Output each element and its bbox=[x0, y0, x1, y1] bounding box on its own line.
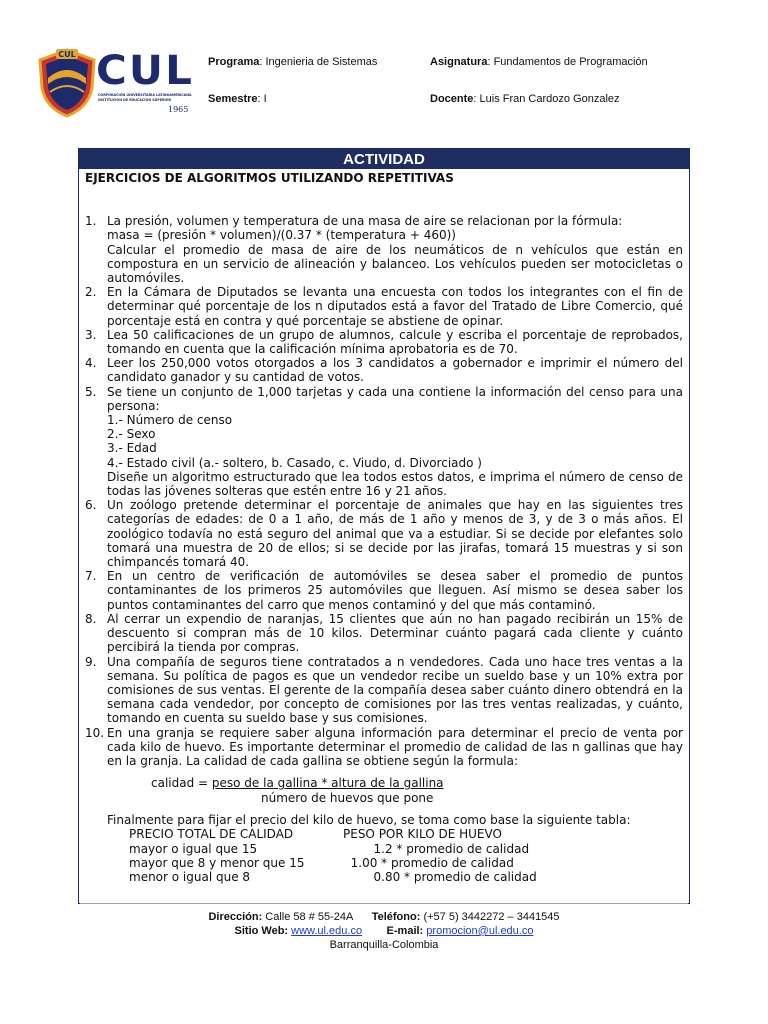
exercise-8 bbox=[85, 612, 683, 655]
table-cell: menor o igual que 8 bbox=[129, 869, 251, 884]
activity-content bbox=[79, 169, 689, 884]
cul-shield-icon bbox=[36, 48, 98, 118]
table-cell: 1.2 * promedio de calidad bbox=[343, 841, 530, 856]
exercise-text: En un centro de verificación de automóviles se desea saber el promedio de puntos contaminantes de los primeros 25 automóviles que lleguen. Así mismo se desea saber los puntos contaminantes del carro que menos contaminó y del que más contaminó. bbox=[107, 569, 683, 612]
telefono-value: (+57 5) 3442272 – 3441545 bbox=[420, 911, 560, 923]
footer-city: Barranquilla-Colombia bbox=[329, 939, 439, 951]
formula-denominator: número de huevos que pone bbox=[261, 790, 434, 805]
exercise-3 bbox=[85, 328, 683, 356]
asignatura-value: : Fundamentos de Programación bbox=[487, 56, 648, 68]
email-link: promocion@ul.edu.co bbox=[426, 925, 534, 937]
programa-value: : Ingenieria de Sistemas bbox=[259, 56, 378, 68]
docente-field bbox=[430, 93, 620, 105]
logo-year: 1965 bbox=[168, 105, 189, 114]
exercise-number: 5. bbox=[85, 384, 97, 399]
exercise-text: Una compañía de seguros tiene contratados a n vendedores. Cada uno hace tres ventas a la semana. Su política de pagos es que un vendedor recibe un sueldo base y un 10% extra por comisiones de sus ventas. El gerente de la compañía desea saber cuánto dinero obtendrá en la semana cada vendedor, por concepto de comisiones por las tres ventas realizadas, y cuánto, tomando en cuenta su sueldo base y sus comisiones. bbox=[107, 654, 683, 726]
shield-badge-text: CUL bbox=[58, 50, 76, 59]
exercise-1 bbox=[85, 214, 683, 285]
census-item: 1.- Número de censo bbox=[107, 413, 233, 428]
telefono-label: Teléfono: bbox=[371, 911, 421, 923]
logo-wordmark: CUL bbox=[96, 48, 194, 94]
table-cell: mayor o igual que 15 bbox=[129, 841, 258, 856]
asignatura-field bbox=[430, 56, 648, 68]
footer-divider bbox=[80, 903, 688, 904]
page-footer bbox=[0, 910, 768, 952]
web-label: Sitio Web: bbox=[234, 925, 289, 937]
footer-line-1 bbox=[0, 910, 768, 924]
semestre-label: Semestre bbox=[208, 93, 258, 105]
table-header-cell: PRECIO TOTAL DE CALIDAD bbox=[129, 827, 294, 842]
exercise-5 bbox=[85, 385, 683, 499]
census-item: 4.- Estado civil (a.- soltero, b. Casado, c. Viudo, d. Divorciado ) bbox=[107, 455, 482, 470]
docente-value: : Luis Fran Cardozo Gonzalez bbox=[473, 93, 620, 105]
exercise-text: En una granja se requiere saber alguna información para determinar el precio de venta por cada kilo de huevo. Es importante determinar el promedio de calidad de las n gallinas que hay en la granja. La calidad de cada gallina se obtiene según la formula: bbox=[107, 725, 683, 768]
formula-lhs: calidad = bbox=[151, 776, 212, 791]
table-cell: 1.00 * promedio de calidad bbox=[343, 855, 514, 870]
semestre-value: : I bbox=[257, 93, 267, 105]
logo-subtitle-line-1: CORPORACIÓN UNIVERSITARIA LATINOAMERICANA bbox=[98, 93, 192, 97]
logo-subtitle-line-2: INSTITUCIÓN DE EDUCACIÓN SUPERIOR bbox=[98, 97, 172, 102]
exercise-9 bbox=[85, 655, 683, 726]
exercise-text: Leer los 250,000 votos otorgados a los 3 candidatos a gobernador e imprimir el número del candidato ganador y su cantidad de votos. bbox=[107, 356, 683, 385]
exercise-6 bbox=[85, 498, 683, 569]
footer-line-2 bbox=[0, 924, 768, 938]
exercise-number: 6. bbox=[85, 498, 97, 513]
exercise-number: 9. bbox=[85, 654, 97, 669]
census-item: 3.- Edad bbox=[107, 441, 157, 456]
logo-subtitle bbox=[98, 93, 198, 102]
exercise-final-text: Finalmente para fijar el precio del kilo de huevo, se toma como base la siguiente tabla: bbox=[107, 813, 631, 828]
programa-field bbox=[208, 56, 377, 68]
exercise-text: Se tiene un conjunto de 1,000 tarjetas y cada una contiene la información del censo para una persona: bbox=[107, 384, 683, 413]
exercise-10 bbox=[85, 726, 683, 885]
table-cell: 0.80 * promedio de calidad bbox=[343, 869, 537, 884]
exercise-number: 7. bbox=[85, 569, 97, 584]
census-item: 2.- Sexo bbox=[107, 427, 156, 442]
activity-box bbox=[78, 148, 690, 904]
exercise-number: 3. bbox=[85, 327, 97, 342]
exercise-text: Calcular el promedio de masa de aire de los neumáticos de n vehículos que están en compostura en un servicio de alineación y balanceo. Los vehículos pueden ser motocicletas o automóviles. bbox=[107, 242, 683, 286]
exercise-text: Lea 50 calificaciones de un grupo de alumnos, calcule y escriba el porcentaje de reprobados, tomando en cuenta que la calificación mínima aprobatoria es de 70. bbox=[107, 327, 683, 357]
exercise-line: La presión, volumen y temperatura de una masa de aire se relacionan por la fórmula: bbox=[107, 214, 623, 229]
exercise-number: 8. bbox=[85, 611, 97, 626]
exercise-formula-line: masa = (presión * volumen)/(0.37 * (temperatura + 460)) bbox=[107, 228, 456, 243]
website-link: www.ul.edu.co bbox=[291, 925, 363, 937]
direccion-label: Dirección: bbox=[208, 911, 263, 923]
exercise-number: 4. bbox=[85, 356, 97, 371]
exercise-number: 2. bbox=[85, 285, 97, 300]
exercise-number: 1. bbox=[85, 214, 97, 229]
exercise-4 bbox=[85, 356, 683, 384]
exercise-text: Al cerrar un expendio de naranjas, 15 clientes que aún no han pagado recibirán un 15% de descuento si compran más de 10 kilos. Determinar cuánto pagará cada cliente y cuánto percibirá la tienda por compras. bbox=[107, 611, 683, 655]
quality-formula bbox=[151, 776, 683, 805]
asignatura-label: Asignatura bbox=[430, 56, 488, 68]
semestre-field bbox=[208, 93, 267, 105]
price-table bbox=[129, 827, 683, 884]
exercise-text: Un zoólogo pretende determinar el porcentaje de animales que hay en las siguientes tres categorías de edades: de 0 a 1 año, de más de 1 año y menos de 3, y de 3 o más años. El zoológico todavía no está seguro del animal que va a estudiar. Si se decide por elefantes solo tomará una muestra de 20 de ellos; si se decide por las jirafas, tomará 15 muestras y si son chimpancés tomará 40. bbox=[107, 498, 683, 570]
activity-title: ACTIVIDAD bbox=[79, 149, 689, 169]
exercise-7 bbox=[85, 569, 683, 612]
exercise-2 bbox=[85, 285, 683, 328]
direccion-value: Calle 58 # 55-24A bbox=[262, 911, 354, 923]
email-label: E-mail: bbox=[386, 925, 424, 937]
table-cell: mayor que 8 y menor que 15 bbox=[129, 855, 305, 870]
exercise-number: 10. bbox=[85, 725, 105, 740]
exercise-text-after: Diseñe un algoritmo estructurado que lea todos estos datos, e imprima el número de censo de todas las jóvenes solteras que estén entre 16 y 21 años. bbox=[107, 469, 683, 499]
formula-numerator: peso de la gallina * altura de la gallina bbox=[211, 776, 444, 791]
docente-label: Docente bbox=[430, 93, 474, 105]
programa-label: Programa bbox=[208, 56, 260, 68]
exercise-text: En la Cámara de Diputados se levanta una encuesta con todos los integrantes con el fin de determinar qué porcentaje de los n diputados está a favor del Tratado de Libre Comercio, qué porcentaje está en contra y qué porcentaje se abstiene de opinar. bbox=[107, 285, 683, 328]
table-header-cell: PESO POR KILO DE HUEVO bbox=[343, 827, 502, 842]
activity-subtitle: EJERCICIOS DE ALGORITMOS UTILIZANDO REPETITIVAS bbox=[85, 171, 454, 185]
cul-logo bbox=[36, 48, 196, 118]
